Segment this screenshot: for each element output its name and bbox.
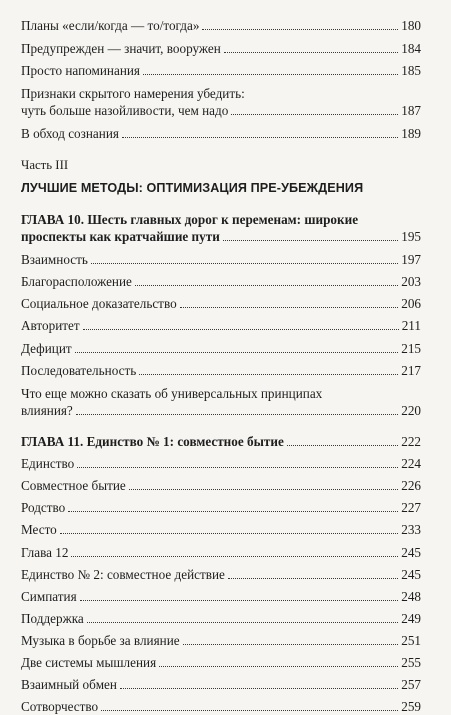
- toc-entry-title: Единство: [21, 456, 75, 471]
- leader-dots: [202, 29, 398, 30]
- toc-entry: [21, 699, 421, 715]
- toc-entry-title: Планы «если/когда — то/тогда»: [21, 18, 200, 33]
- toc-entry: [21, 611, 421, 627]
- toc-entry-page: 203: [401, 274, 421, 289]
- toc-entry-page: 180: [401, 18, 421, 33]
- toc-entry-page: 257: [401, 677, 421, 692]
- leader-dots: [87, 622, 398, 623]
- leader-dots: [139, 374, 398, 375]
- toc-entry: [21, 522, 421, 538]
- leader-dots: [77, 467, 398, 468]
- leader-dots: [71, 556, 398, 557]
- toc-entry-title: Авторитет: [21, 318, 80, 333]
- part-title: ЛУЧШИЕ МЕТОДЫ: ОПТИМИЗАЦИЯ ПРЕ-УБЕЖДЕНИЯ: [21, 181, 364, 195]
- toc-entry-title: Дефицит: [21, 341, 72, 356]
- leader-dots: [231, 114, 398, 115]
- toc-entry-page: 217: [401, 363, 421, 378]
- toc-entry: [21, 296, 421, 312]
- toc-entry-page: 224: [401, 456, 421, 471]
- toc-entry: [21, 18, 421, 34]
- chapter-title-line1: ГЛАВА 10. Шесть главных дорог к переменам: широкие: [21, 212, 359, 227]
- leader-dots: [159, 666, 398, 667]
- toc-entry: [21, 252, 421, 268]
- toc-entry-title: Социальное доказательство: [21, 296, 177, 311]
- toc-entry-title: Сотворчество: [21, 699, 99, 714]
- toc-entry-title: Поддержка: [21, 611, 84, 626]
- leader-dots: [68, 511, 398, 512]
- toc-entry: [21, 456, 421, 472]
- toc-entry-title: Предупрежден — значит, вооружен: [21, 41, 221, 56]
- toc-entry-page: 206: [401, 296, 421, 311]
- toc-entry: [21, 103, 421, 119]
- leader-dots: [60, 533, 398, 534]
- leader-dots: [91, 263, 398, 264]
- toc-entry: [21, 478, 421, 494]
- toc-entry-page: 227: [401, 500, 421, 515]
- leader-dots: [224, 52, 398, 53]
- leader-dots: [223, 240, 398, 241]
- leader-dots: [120, 688, 398, 689]
- chapter-title: ГЛАВА 11. Единство № 1: совместное бытие: [21, 434, 284, 449]
- toc-entry-page: 255: [401, 655, 421, 670]
- toc-entry-page: 197: [401, 252, 421, 267]
- toc-entry: [21, 41, 421, 57]
- toc-entry: [21, 567, 421, 583]
- toc-entry: [21, 500, 421, 516]
- toc-entry-page: 189: [401, 126, 421, 141]
- toc-entry-title: Место: [21, 522, 57, 537]
- toc-entry-page: 233: [401, 522, 421, 537]
- toc-entry-title: Взаимный обмен: [21, 677, 117, 692]
- toc-entry-title-line1: Признаки скрытого намерения убедить:: [21, 86, 245, 101]
- toc-entry: [21, 363, 421, 379]
- toc-entry: [21, 274, 421, 290]
- toc-entry-title-line1: Что еще можно сказать об универсальных принципах: [21, 386, 323, 401]
- toc-entry-title-line2: влияния?: [21, 403, 73, 418]
- toc-entry-title: Две системы мышления: [21, 655, 157, 670]
- chapter-heading: [21, 229, 421, 245]
- toc-entry-title: Родство: [21, 500, 66, 515]
- leader-dots: [228, 578, 398, 579]
- leader-dots: [129, 489, 398, 490]
- toc-entry-title: Симпатия: [21, 589, 77, 604]
- toc-entry-page: 249: [401, 611, 421, 626]
- toc-entry-page: 215: [401, 341, 421, 356]
- toc-entry-title: Просто напоминания: [21, 63, 141, 78]
- leader-dots: [135, 285, 398, 286]
- leader-dots: [76, 414, 398, 415]
- toc-entry-page: 184: [401, 41, 421, 56]
- leader-dots: [180, 307, 399, 308]
- toc-entry-page: 245: [401, 545, 421, 560]
- toc-entry-page: 187: [401, 103, 421, 118]
- toc-entry: [21, 677, 421, 693]
- toc-entry-title: В обход сознания: [21, 126, 119, 141]
- toc-entry: [21, 341, 421, 357]
- toc-entry-page: 226: [401, 478, 421, 493]
- toc-entry-title: Совместное бытие: [21, 478, 126, 493]
- leader-dots: [183, 644, 399, 645]
- toc-entry: [21, 655, 421, 671]
- toc-entry-page: 245: [401, 567, 421, 582]
- toc-entry-title: Музыка в борьбе за влияние: [21, 633, 180, 648]
- toc-entry-page: 185: [401, 63, 421, 78]
- toc-entry: [21, 545, 421, 561]
- toc-entry: [21, 318, 421, 334]
- toc-entry: [21, 63, 421, 79]
- chapter-page: 222: [401, 434, 421, 449]
- toc-entry-title-line2: чуть больше назойливости, чем надо: [21, 103, 229, 118]
- toc-entry: [21, 403, 421, 419]
- chapter-heading: [21, 434, 421, 450]
- toc-entry-title: Благорасположение: [21, 274, 132, 289]
- toc-entry-title: Единство № 2: совместное действие: [21, 567, 225, 582]
- toc-entry: [21, 589, 421, 605]
- leader-dots: [143, 74, 398, 75]
- leader-dots: [101, 710, 398, 711]
- toc-entry-page: 211: [401, 318, 421, 333]
- toc-entry-title: Последовательность: [21, 363, 137, 378]
- leader-dots: [83, 329, 399, 330]
- toc-entry: [21, 126, 421, 142]
- toc-entry: [21, 633, 421, 649]
- leader-dots: [80, 600, 399, 601]
- part-label: Часть III: [21, 158, 69, 172]
- toc-entry-title: Глава 12: [21, 545, 69, 560]
- chapter-page: 195: [401, 229, 421, 244]
- toc-entry-page: 251: [401, 633, 421, 648]
- toc-entry-page: 248: [401, 589, 421, 604]
- leader-dots: [287, 445, 398, 446]
- toc-entry-title: Взаимность: [21, 252, 88, 267]
- toc-entry-page: 259: [401, 699, 421, 714]
- chapter-title-line2: проспекты как кратчайшие пути: [21, 229, 220, 244]
- leader-dots: [122, 137, 398, 138]
- toc-entry-page: 220: [401, 403, 421, 418]
- leader-dots: [75, 352, 399, 353]
